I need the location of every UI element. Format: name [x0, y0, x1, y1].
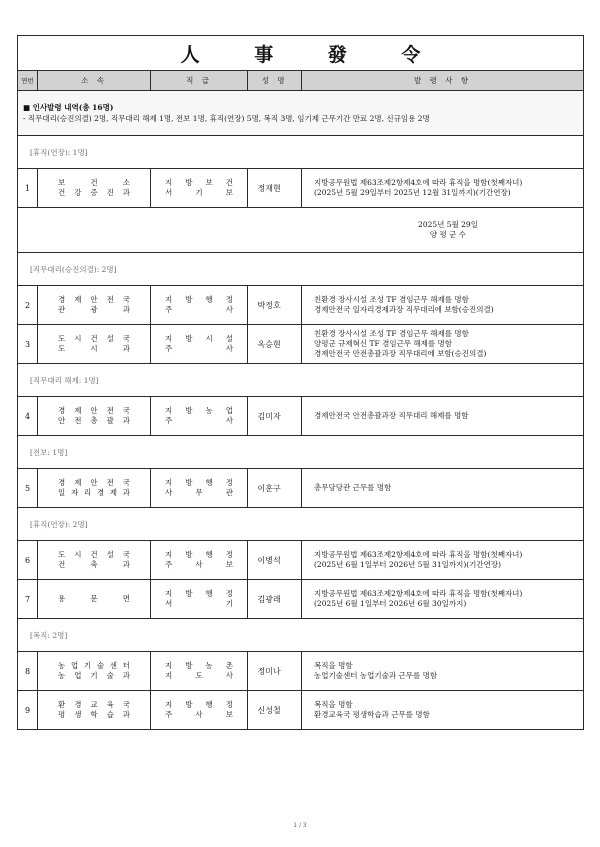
section-row: [18, 619, 584, 652]
issuer: 양 평 군 수: [429, 230, 467, 239]
rank-line: 지 방 행 정: [165, 550, 233, 559]
person-name: 박정호: [257, 300, 281, 310]
table-row: [18, 469, 584, 508]
affiliation-line: 보 건 소: [58, 178, 130, 187]
person-name: 김광래: [257, 594, 281, 604]
section-label: [휴직(연장): 1명]: [18, 136, 584, 169]
action-line: (2025년 6월 1일부터 2026년 5월 31일까지)(기간연장): [314, 560, 502, 569]
table-row: [18, 397, 584, 436]
issue-date: 2025년 5월 29일: [418, 220, 478, 229]
table-row: [18, 652, 584, 691]
affiliation-line: 건 축 과: [58, 560, 130, 569]
person-name: 신성철: [257, 705, 281, 715]
table-row: [18, 325, 584, 364]
affiliation-line: 경 제 안 전 국: [58, 295, 130, 304]
table-row: [18, 541, 584, 580]
row-number: 5: [18, 469, 38, 508]
action-line: 친환경 장사시설 조성 TF 겸임근무 해제를 명함: [314, 295, 469, 304]
summary-detail: - 직무대리(승진의결) 2명, 직무대리 해제 1명, 전보 1명, 휴직(연장) 5명, 복직 3명, 임기제 근무기간 만료 2명, 신규임용 2명: [23, 114, 430, 123]
table-row: [18, 580, 584, 619]
date-row: [18, 208, 584, 253]
rank-line: 지 방 행 정: [165, 700, 233, 709]
section-label: [휴직(연장): 2명]: [18, 508, 584, 541]
affiliation-line: 용 문 면: [58, 594, 130, 603]
action-line: 지방공무원법 제63조제2항제4호에 따라 휴직을 명함(첫째자녀): [314, 178, 523, 187]
rank-line: 지 방 시 설: [165, 334, 233, 343]
person-name: 정재현: [257, 183, 281, 193]
rank-line: 주 사 보: [165, 710, 233, 719]
rank-line: 지 방 행 정: [165, 589, 233, 598]
summary-title: ■ 인사발령 내역(총 16명): [23, 103, 114, 112]
person-name: 이훈구: [257, 483, 281, 493]
rank-line: 주 사: [165, 416, 233, 425]
affiliation-line: 도 시 과: [58, 344, 130, 353]
action-line: 총무담당관 근무를 명함: [314, 483, 392, 492]
rank-line: 지 방 농 촌: [165, 661, 233, 670]
page-indicator: 1 / 3: [293, 822, 307, 829]
summary-row: [18, 91, 584, 136]
section-label: [복직: 2명]: [18, 619, 584, 652]
action-line: 친환경 장사시설 조성 TF 겸임근무 해제를 명함: [314, 329, 469, 338]
affiliation-line: 관 광 과: [58, 305, 130, 314]
rank-line: 사 무 관: [165, 488, 233, 497]
action-line: 경제안전국 안전총괄과장 직무대리 해제를 명함: [314, 411, 469, 420]
affiliation-line: 농 업 기 술 센 터: [58, 661, 130, 670]
affiliation-line: 도 시 건 설 국: [58, 334, 130, 343]
rank-line: 지 방 농 업: [165, 406, 233, 415]
row-number: 2: [18, 286, 38, 325]
personnel-order-table: [17, 35, 584, 730]
table-row: [18, 169, 584, 208]
section-row: [18, 136, 584, 169]
table-row: [18, 286, 584, 325]
table-header-row: [18, 71, 584, 91]
section-label: [직무대리(승진의결): 2명]: [18, 253, 584, 286]
action-line: (2025년 5월 29일부터 2025년 12월 31일까지)(기간연장): [314, 188, 511, 197]
header-name: 성 명: [248, 71, 302, 91]
affiliation-line: 평 생 학 습 과: [58, 710, 130, 719]
rank-line: 주 사 보: [165, 560, 233, 569]
action-line: 경제안전국 안전총괄과장 직무대리에 보함(승진의결): [314, 349, 487, 358]
section-row: [18, 253, 584, 286]
person-name: 이병석: [257, 555, 281, 565]
affiliation-line: 건 강 증 진 과: [58, 188, 130, 197]
section-row: [18, 436, 584, 469]
table-row: [18, 691, 584, 730]
row-number: 9: [18, 691, 38, 730]
rank-line: 주 사: [165, 344, 233, 353]
action-line: 복직을 명함: [314, 700, 353, 709]
section-label: [전보: 1명]: [18, 436, 584, 469]
section-label: [직무대리 해제: 1명]: [18, 364, 584, 397]
row-number: 8: [18, 652, 38, 691]
affiliation-line: 도 시 건 설 국: [58, 550, 130, 559]
rank-line: 지 방 보 건: [165, 178, 233, 187]
action-line: 복직을 명함: [314, 661, 353, 670]
affiliation-line: 경 제 안 전 국: [58, 478, 130, 487]
affiliation-line: 농 업 기 술 과: [58, 671, 130, 680]
rank-line: 지 도 사: [165, 671, 233, 680]
action-line: 지방공무원법 제63조제2항제4호에 따라 휴직을 명함(첫째자녀): [314, 550, 523, 559]
action-line: 환경교육국 평생학습과 근무를 명함: [314, 710, 430, 719]
row-number: 6: [18, 541, 38, 580]
row-number: 7: [18, 580, 38, 619]
row-number: 1: [18, 169, 38, 208]
section-row: [18, 508, 584, 541]
person-name: 옥승현: [257, 339, 281, 349]
section-row: [18, 364, 584, 397]
rank-line: 서 기: [165, 599, 233, 608]
row-number: 4: [18, 397, 38, 436]
action-line: 농업기술센터 농업기술과 근무를 명함: [314, 671, 438, 680]
header-no: 연번: [18, 71, 38, 91]
person-name: 정미나: [257, 666, 281, 676]
affiliation-line: 일 자 리 경 제 과: [58, 488, 130, 497]
rank-line: 지 방 행 정: [165, 295, 233, 304]
action-line: 양평군 규제혁신 TF 겸임근무 해제를 명함: [314, 339, 453, 348]
action-line: 경제안전국 일자리경제과장 직무대리에 보함(승진의결): [314, 305, 494, 314]
header-affiliation: 소 속: [38, 71, 151, 91]
row-number: 3: [18, 325, 38, 364]
rank-line: 서 기 보: [165, 188, 233, 197]
action-line: (2025년 6월 1일부터 2026년 6월 30일까지): [314, 599, 467, 608]
action-line: 지방공무원법 제63조제2항제4호에 따라 휴직을 명함(첫째자녀): [314, 589, 523, 598]
header-action: 발 령 사 항: [302, 71, 584, 91]
rank-line: 지 방 행 정: [165, 478, 233, 487]
affiliation-line: 환 경 교 육 국: [58, 700, 130, 709]
document-title: 人 事 發 令: [18, 36, 584, 71]
affiliation-line: 안 전 총 괄 과: [58, 416, 130, 425]
affiliation-line: 경 제 안 전 국: [58, 406, 130, 415]
rank-line: 주 사: [165, 305, 233, 314]
header-rank: 직 급: [151, 71, 248, 91]
person-name: 김미자: [257, 411, 281, 421]
